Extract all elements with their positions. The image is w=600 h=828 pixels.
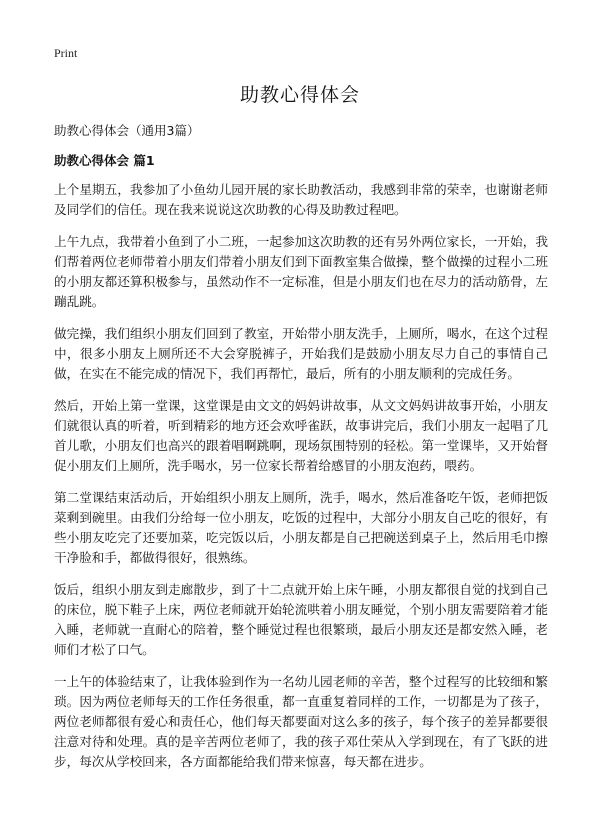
paragraph-1: 上个星期五，我参加了小鱼幼儿园开展的家长助教活动，我感到非常的荣幸，也谢谢老师及同学们的信任。现在我来说说这次助教的心得及助教过程吧。: [54, 182, 548, 217]
document-body: [54, 180, 548, 784]
paragraph-3: 做完操，我们组织小朋友们回到了教室，开始带小朋友洗手，上厕所，喝水，在这个过程中，很多小朋友上厕所还不大会穿脱裤子，开始我们是鼓励小朋友尽力自己的事情自己做，在实在不能完成的情况下，我们再帮忙，最后，所有的小朋友顺利的完成任务。: [54, 326, 548, 381]
document-subtitle: 助教心得体会（通用3篇）: [54, 123, 200, 138]
document-title: 助教心得体会: [239, 84, 360, 106]
paragraph-5: 第二堂课结束活动后，开始组织小朋友上厕所，洗手，喝水，然后准备吃午饭，老师把饭菜剩到碗里。由我们分给每一位小朋友，吃饭的过程中，大部分小朋友自己吃的很好，有些小朋友吃完了还要加菜，吃完饭以后，小朋友都是自己把碗送到桌子上，然后用毛巾擦干净脸和手，都做得很好，很熟练。: [54, 490, 548, 565]
section-heading: 助教心得体会 篇1: [54, 153, 155, 168]
paragraph-6: 饭后，组织小朋友到走廊散步，到了十二点就开始上床午睡，小朋友都很自觉的找到自己的床位，脱下鞋子上床，两位老师就开始轮流哄着小朋友睡觉，个别小朋友需要陪着才能入睡，老师就一直耐心的陪着，整个睡觉过程也很繁琐，最后小朋友还是都安然入睡，老师们才松了口气。: [54, 582, 548, 657]
print-link[interactable]: Print: [54, 46, 78, 60]
paragraph-7: 一上午的体验结束了，让我体验到作为一名幼儿园老师的辛苦，整个过程写的比较细和繁琐。因为两位老师每天的工作任务很重，都一直重复着同样的工作，一切都是为了孩子，两位老师都很有爱心和责任心，他们每天都要面对这么多的孩子，每个孩子的差异都要很注意对待和处理。真的是辛苦两位老师了，我的孩子邓仕荣从入学到现在，有了飞跃的进步，每次从学校回来，各方面都能给我们带来惊喜，每天都在进步。: [54, 674, 548, 769]
paragraph-2: 上午九点，我带着小鱼到了小二班，一起参加这次助教的还有另外两位家长，一开始，我们帮着两位老师带着小朋友们带着小朋友们到下面教室集合做操，整个做操的过程小二班的小朋友都还算积极参与，虽然动作不一定标准，但是小朋友们也在尽力的活动筋骨，左蹦乱跳。: [54, 234, 548, 309]
paragraph-4: 然后，开始上第一堂课，这堂课是由文文的妈妈讲故事，从文文妈妈讲故事开始，小朋友们就很认真的听着，听到精彩的地方还会欢呼雀跃，故事讲完后，我们小朋友一起唱了几首儿歌，小朋友们也高兴的跟着唱啊跳啊，现场氛围特别的轻松。第一堂课毕，又开始督促小朋友们上厕所，洗手喝水，另一位家长帮着给感冒的小朋友泡药，喂药。: [54, 398, 548, 473]
